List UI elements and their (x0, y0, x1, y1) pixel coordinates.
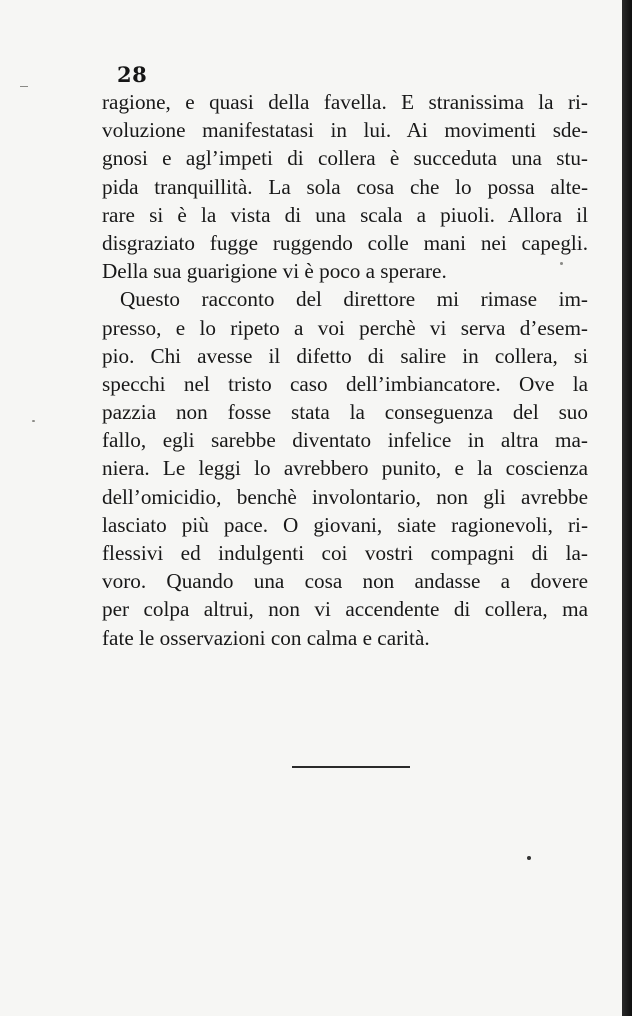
text-line: ragione, e quasi della favella. E stranissima la ri- (102, 90, 588, 114)
body-text (102, 88, 588, 652)
text-line: fate le osservazioni con calma e carità. (102, 625, 430, 650)
text-line: niera. Le leggi lo avrebbero punito, e la coscienza (102, 456, 588, 481)
text-line: disgraziato fugge ruggendo colle mani nei capegli. (102, 230, 588, 255)
text-line: rare si è la vista di una scala a piuoli. Allora il (102, 202, 588, 227)
text-line: pio. Chi avesse il difetto di salire in collera, si (102, 343, 588, 368)
text-line: dell’omicidio, benchè involontario, non gli avrebbe (102, 484, 588, 509)
text-line: Della sua guarigione vi è poco a sperare. (102, 259, 447, 284)
text-line: Questo racconto del direttore mi rimase im- (120, 287, 588, 312)
page-edge (622, 0, 632, 1016)
paper-speck (20, 86, 28, 87)
text-line: lasciato più pace. O giovani, siate ragionevoli, ri- (102, 512, 588, 537)
text-line: per colpa altrui, non vi accendente di collera, ma (102, 597, 588, 622)
page-number: 28 (117, 62, 148, 87)
paper-speck (560, 262, 563, 265)
text-line: gnosi e agl’impeti di collera è succeduta una stu- (102, 146, 588, 171)
text-line: voro. Quando una cosa non andasse a dovere (102, 569, 588, 594)
text-line: fallo, egli sarebbe diventato infelice in altra ma- (102, 428, 588, 453)
paper-speck (32, 420, 35, 422)
text-line: flessivi ed indulgenti coi vostri compagni di la- (102, 541, 588, 565)
text-line: voluzione manifestatasi in lui. Ai movimenti sde- (102, 118, 588, 143)
section-divider (292, 766, 410, 768)
text-line: specchi nel tristo caso dell’imbiancatore. Ove la (102, 371, 588, 396)
paper-speck (527, 856, 531, 860)
text-line: pida tranquillità. La sola cosa che lo possa alte- (102, 174, 588, 199)
text-line: pazzia non fosse stata la conseguenza del suo (102, 400, 588, 425)
text-line: presso, e lo ripeto a voi perchè vi serva d’esem- (102, 315, 588, 340)
